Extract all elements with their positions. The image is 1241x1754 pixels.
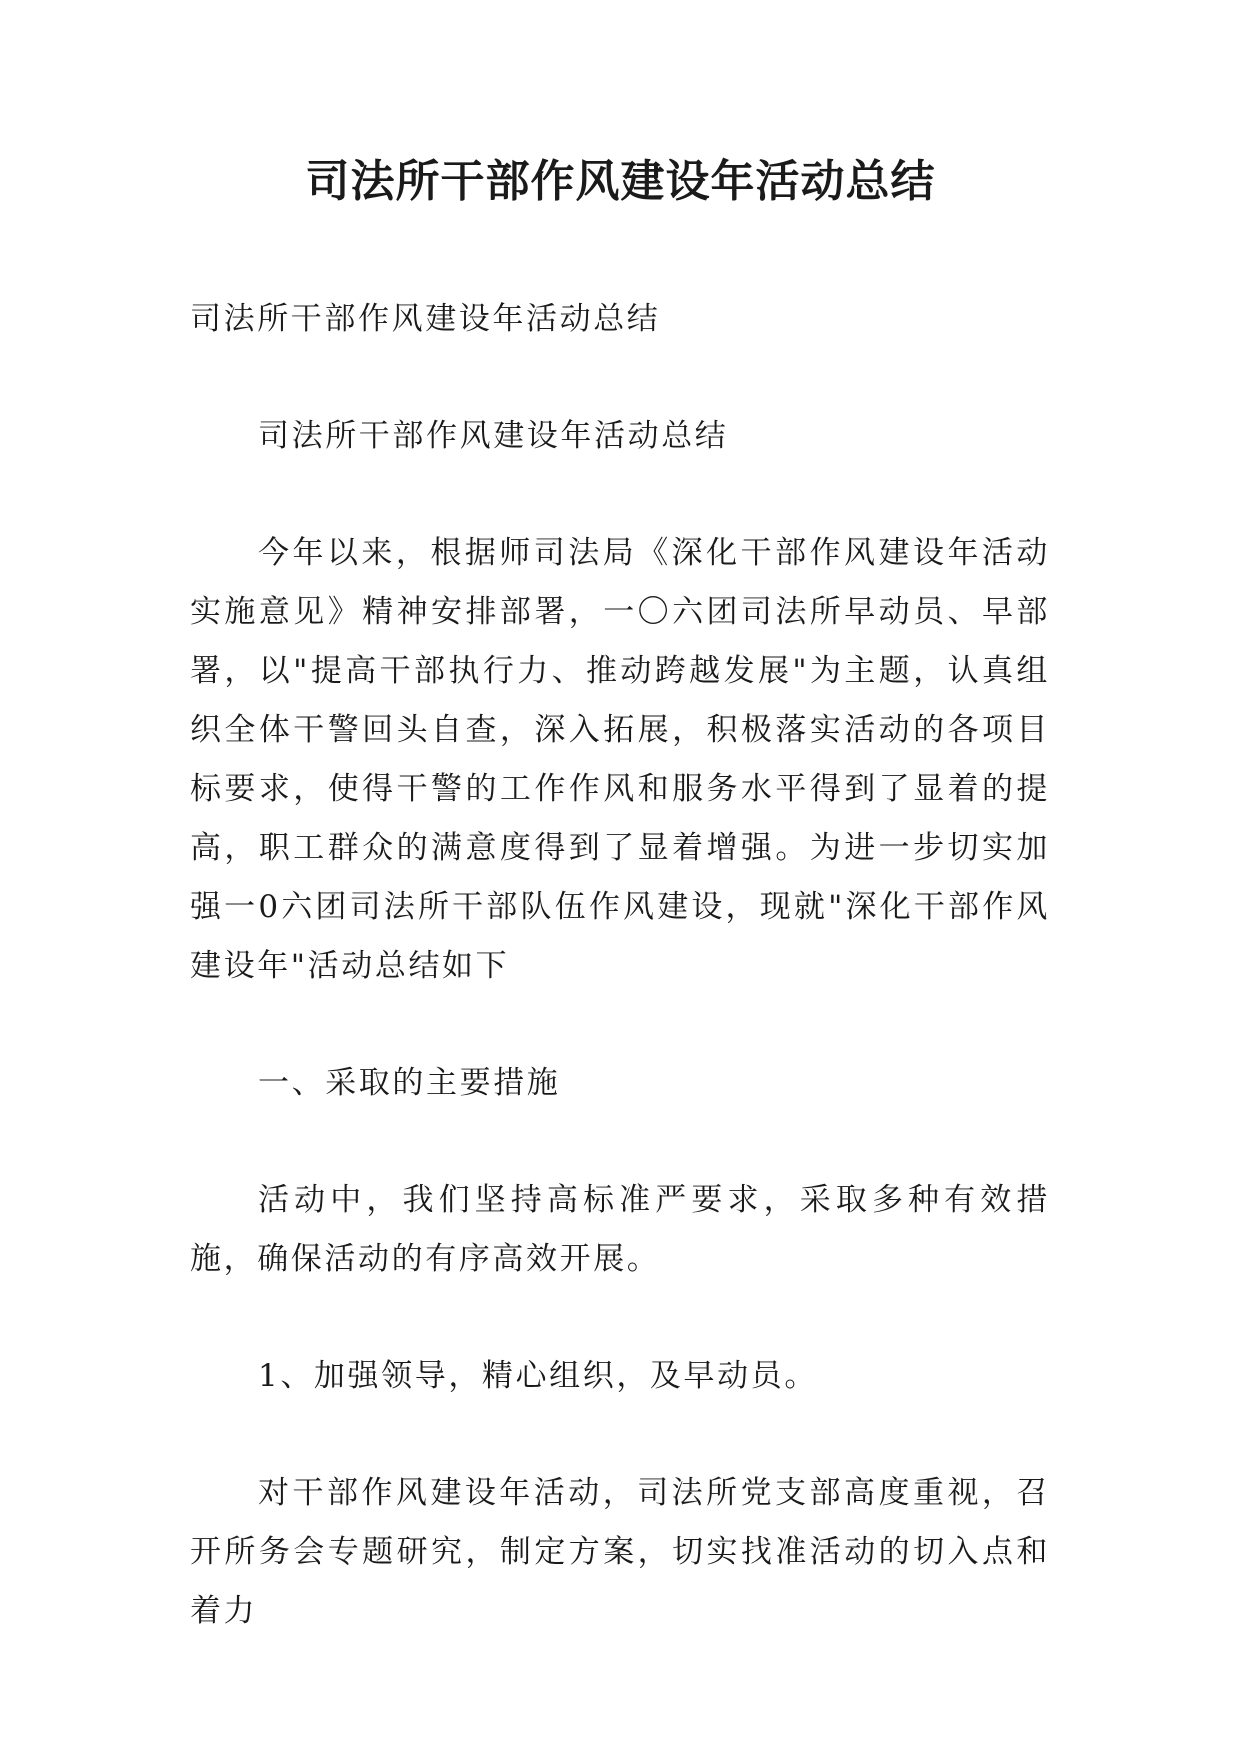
intro-paragraph: 今年以来，根据师司法局《深化干部作风建设年活动实施意见》精神安排部署，一〇六团司法所早动员、早部署，以"提高干部执行力、推动跨越发展"为主题，认真组织全体干警回头自查，深入拓展，积极落实活动的各项目标要求，使得干警的工作作风和服务水平得到了显着的提高，职工群众的满意度得到了显着增强。为进一步切实加强一0六团司法所干部队伍作风建设，现就"深化干部作风建设年"活动总结如下 [190,535,1050,984]
document-body [190,290,1050,1641]
document-title: 司法所干部作风建设年活动总结 [305,156,936,207]
subtitle-line: 司法所干部作风建设年活动总结 [190,301,661,337]
leadership-paragraph: 对干部作风建设年活动，司法所党支部高度重视，召开所务会专题研究，制定方案，切实找准活动的切入点和着力 [190,1475,1050,1629]
section-heading: 司法所干部作风建设年活动总结 [258,418,729,454]
subheading-leadership: 1、加强领导，精心组织，及早动员。 [258,1358,818,1394]
heading-main-measures: 一、采取的主要措施 [258,1065,561,1101]
measures-paragraph: 活动中，我们坚持高标准严要求，采取多种有效措施，确保活动的有序高效开展。 [190,1182,1050,1277]
